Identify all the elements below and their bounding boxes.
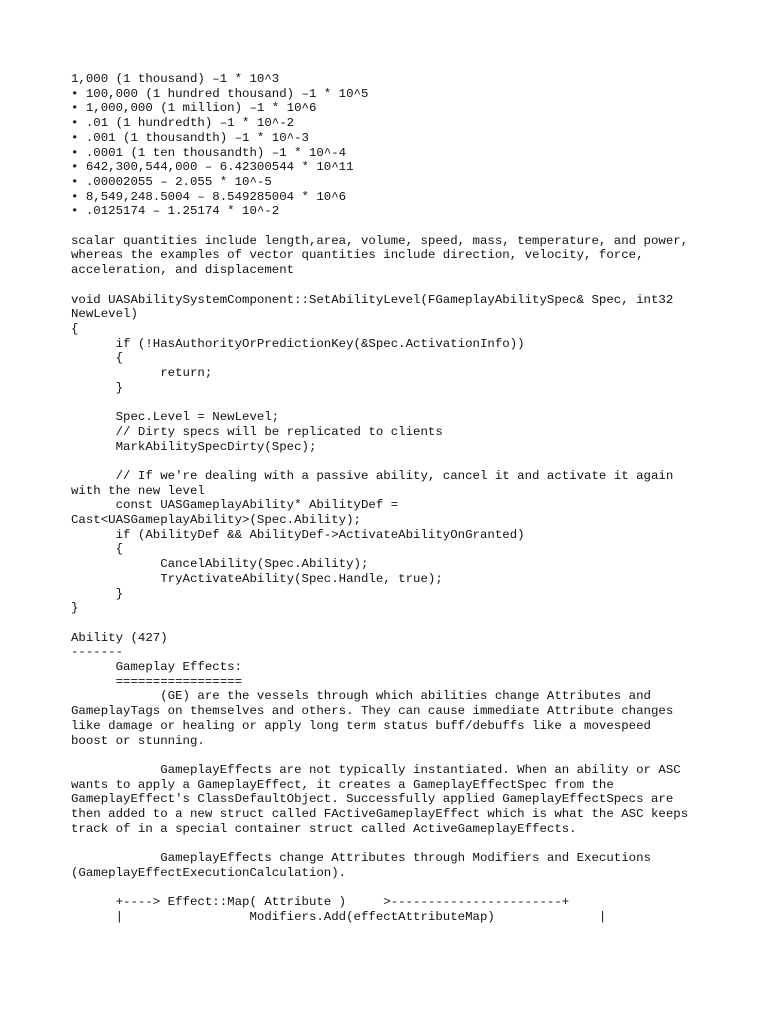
code-line: // If we're dealing with a passive ability, cancel it and activate it again [71,468,674,483]
code-line: MarkAbilitySpecDirty(Spec); [71,439,317,454]
code-line: with the new level [71,483,205,498]
code-line: if (AbilityDef && AbilityDef->ActivateAbilityOnGranted) [71,527,525,542]
code-line: { [71,321,79,336]
text-line: track of in a special container struct called ActiveGameplayEffects. [71,821,577,836]
text-line: like damage or healing or apply long term status buff/debuffs like a movespeed [71,718,651,733]
text-line: GameplayEffect's ClassDefaultObject. Successfully applied GameplayEffectSpecs are [71,792,674,807]
text-line: ================= [71,674,243,689]
text-line: 1,000 (1 thousand) –1 * 10^3 [71,72,280,86]
text-line: scalar quantities include length,area, volume, speed, mass, temperature, and power, [71,233,689,248]
text-line: boost or stunning. [71,733,205,748]
code-block [71,293,711,616]
code-line: Spec.Level = NewLevel; [71,410,280,425]
code-line: NewLevel) [71,307,138,322]
code-line [71,395,711,410]
text-line: • 8,549,248.5004 – 8.549285004 * 10^6 [71,189,347,204]
text-line: Ability (427) [71,630,168,645]
paragraph-gap [71,278,711,293]
text-line [71,748,711,763]
code-line: void UASAbilitySystemComponent::SetAbilityLevel(FGameplayAbilitySpec& Spec, int32 [71,292,674,307]
code-line: } [71,601,79,616]
text-line: GameplayEffects are not typically instantiated. When an ability or ASC [71,762,681,777]
code-line: } [71,380,124,395]
text-line: • 642,300,544,000 – 6.42300544 * 10^11 [71,160,354,175]
text-line: • 1,000,000 (1 million) –1 * 10^6 [71,101,317,116]
text-line: then added to a new struct called FActiveGameplayEffect which is what the ASC keeps [71,807,689,822]
code-line: { [71,351,124,366]
text-line: • .00002055 – 2.055 * 10^-5 [71,174,272,189]
number-list [71,72,711,219]
document-page [71,72,711,925]
text-line: • .0001 (1 ten thousandth) –1 * 10^-4 [71,145,347,160]
text-line: GameplayEffects change Attributes through Modifiers and Executions [71,851,651,866]
text-line: • .001 (1 thousandth) –1 * 10^-3 [71,130,309,145]
text-line [71,836,711,851]
text-line: acceleration, and displacement [71,263,295,278]
code-line: TryActivateAbility(Spec.Handle, true); [71,571,443,586]
text-line: wants to apply a GameplayEffect, it creates a GameplayEffectSpec from the [71,777,614,792]
code-line: const UASGameplayAbility* AbilityDef = [71,498,399,513]
text-line: ------- [71,645,124,660]
text-line: whereas the examples of vector quantities include direction, velocity, force, [71,248,644,263]
text-line [71,881,711,896]
ability-notes [71,631,711,925]
code-line: return; [71,366,213,381]
code-line: Cast<UASGameplayAbility>(Spec.Ability); [71,513,361,528]
paragraph-gap [71,219,711,234]
text-line: | Modifiers.Add(effectAttributeMap) | [71,909,607,924]
code-line: { [71,542,124,557]
code-line: if (!HasAuthorityOrPredictionKey(&Spec.ActivationInfo)) [71,336,525,351]
text-line: GameplayTags on themselves and others. They can cause immediate Attribute changes [71,704,674,719]
text-line: (GE) are the vessels through which abilities change Attributes and [71,689,651,704]
text-line: Gameplay Effects: [71,660,243,675]
text-line: • 100,000 (1 hundred thousand) –1 * 10^5 [71,86,369,101]
text-line: +----> Effect::Map( Attribute ) >-----------------------+ [71,895,570,910]
code-line: } [71,586,124,601]
quantities-paragraph [71,234,711,278]
code-line: // Dirty specs will be replicated to clients [71,424,443,439]
text-line: (GameplayEffectExecutionCalculation). [71,865,347,880]
code-line: CancelAbility(Spec.Ability); [71,557,369,572]
paragraph-gap [71,616,711,631]
text-line: • .0125174 – 1.25174 * 10^-2 [71,204,280,219]
code-line [71,454,711,469]
text-line: • .01 (1 hundredth) –1 * 10^-2 [71,116,295,131]
